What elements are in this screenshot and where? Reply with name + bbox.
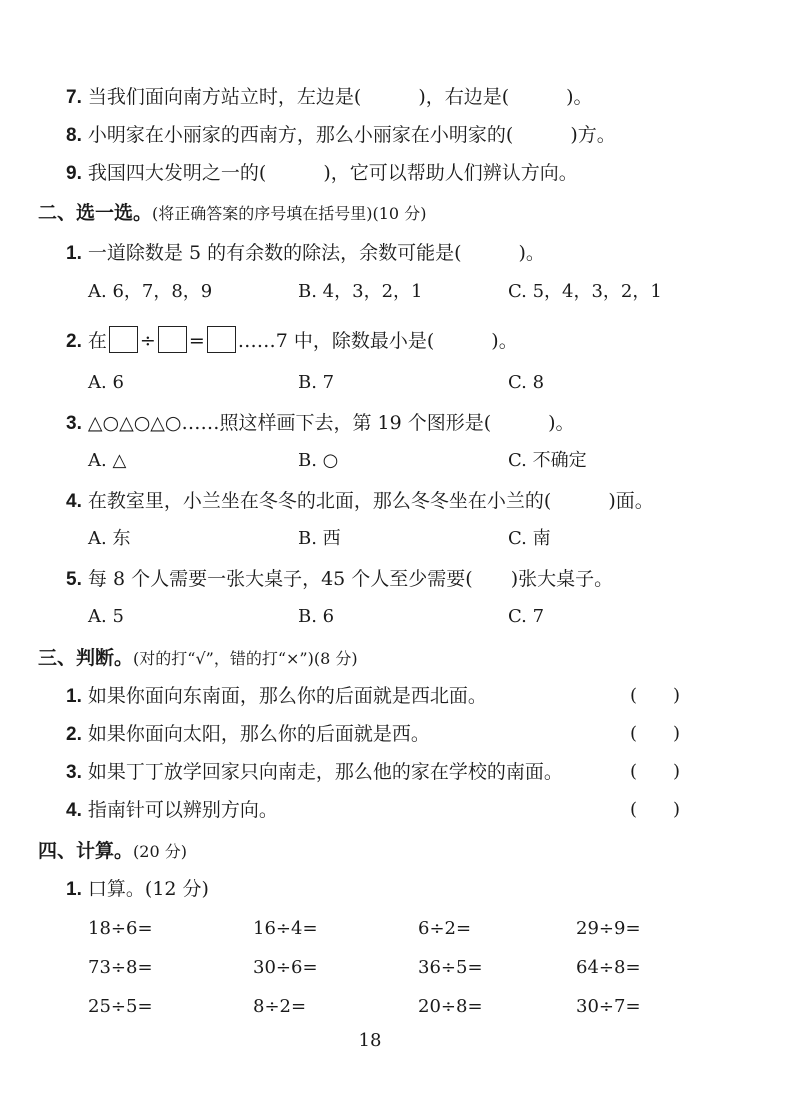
question-9 [66, 160, 578, 187]
question-number: 4. [66, 491, 82, 512]
question-number: 5. [66, 569, 82, 590]
option-b: B. 4，3，2，1 [298, 281, 423, 302]
question-number: 1. [66, 243, 82, 264]
section-title: 二、选一选。 [38, 202, 153, 224]
answer-paren: ( ) [630, 799, 681, 820]
option-c: C. 8 [508, 372, 545, 393]
answer-paren: ( ) [630, 761, 681, 782]
option-c: C. 5，4，3，2，1 [508, 281, 662, 302]
option-a: A. 东 [88, 528, 131, 549]
blank-box-divisor [158, 326, 187, 353]
option-b: B. ○ [298, 450, 339, 471]
choice-question-3 [66, 410, 575, 437]
question-number: 8. [66, 125, 82, 146]
option-b: B. 6 [298, 606, 335, 627]
question-number: 4. [66, 800, 82, 821]
option-c: C. 不确定 [508, 450, 587, 471]
section-3-heading [38, 645, 358, 672]
question-text: △○△○△○……照这样画下去，第 19 个图形是( )。 [87, 412, 575, 434]
equals-sign: = [188, 330, 205, 352]
section-4-heading [38, 838, 187, 865]
option-a: A. 6，7，8，9 [88, 281, 213, 302]
choice-question-5 [66, 566, 613, 593]
calc-item: 73÷8= [88, 957, 153, 978]
section-note: (将正确答案的序号填在括号里)(10 分) [152, 204, 427, 223]
answer-paren: ( ) [630, 685, 681, 706]
choice-question-2 [66, 326, 518, 355]
question-text: 我国四大发明之一的( )，它可以帮助人们辨认方向。 [87, 162, 578, 184]
calc-item: 8÷2= [253, 996, 307, 1017]
question-number: 1. [66, 686, 82, 707]
page-number: 18 [358, 1030, 382, 1051]
calc-item: 18÷6= [88, 918, 153, 939]
subsection-oral-calc [66, 876, 209, 903]
option-b: B. 西 [298, 528, 341, 549]
option-b: B. 7 [298, 372, 335, 393]
section-2-heading [38, 200, 426, 227]
question-suffix: ……7 中，除数最小是( )。 [237, 330, 518, 352]
calc-item: 25÷5= [88, 996, 153, 1017]
question-number: 7. [66, 87, 82, 108]
judge-item-4 [66, 797, 278, 824]
blank-box-quotient [207, 326, 236, 353]
calc-item: 64÷8= [576, 957, 641, 978]
calc-item: 6÷2= [418, 918, 472, 939]
option-a: A. 5 [88, 606, 124, 627]
question-number: 3. [66, 413, 82, 434]
question-text: 如果丁丁放学回家只向南走，那么他的家在学校的南面。 [87, 761, 563, 783]
question-prefix: 在 [87, 330, 107, 352]
calc-item: 16÷4= [253, 918, 318, 939]
question-8 [66, 122, 616, 149]
calc-item: 29÷9= [576, 918, 641, 939]
question-text: 如果你面向东南面，那么你的后面就是西北面。 [87, 685, 487, 707]
section-title: 四、计算。 [38, 840, 134, 862]
question-number: 3. [66, 762, 82, 783]
question-number: 1. [66, 879, 82, 900]
question-number: 2. [66, 724, 82, 745]
question-7 [66, 84, 593, 111]
choice-question-1 [66, 240, 545, 267]
question-text: 一道除数是 5 的有余数的除法，余数可能是( )。 [87, 242, 545, 264]
calc-item: 20÷8= [418, 996, 483, 1017]
judge-item-2 [66, 721, 430, 748]
calc-item: 30÷7= [576, 996, 641, 1017]
blank-box-dividend [109, 326, 138, 353]
section-title: 三、判断。 [38, 647, 134, 669]
question-text: 每 8 个人需要一张大桌子，45 个人至少需要( )张大桌子。 [87, 568, 614, 590]
question-number: 9. [66, 163, 82, 184]
option-c: C. 7 [508, 606, 545, 627]
judge-item-3 [66, 759, 563, 786]
question-text: 在教室里，小兰坐在冬冬的北面，那么冬冬坐在小兰的( )面。 [87, 490, 654, 512]
option-c: C. 南 [508, 528, 551, 549]
section-note: (对的打“√”，错的打“×”)(8 分) [133, 649, 358, 668]
calc-item: 36÷5= [418, 957, 483, 978]
choice-question-4 [66, 488, 654, 515]
option-a: A. 6 [88, 372, 124, 393]
question-text: 指南针可以辨别方向。 [87, 799, 278, 821]
section-note: (20 分) [133, 842, 187, 861]
question-text: 当我们面向南方站立时，左边是( )，右边是( )。 [87, 86, 593, 108]
question-text: 如果你面向太阳，那么你的后面就是西。 [87, 723, 430, 745]
question-text: 小明家在小丽家的西南方，那么小丽家在小明家的( )方。 [87, 124, 616, 146]
divide-sign: ÷ [139, 330, 156, 352]
question-text: 口算。(12 分) [87, 878, 209, 900]
judge-item-1 [66, 683, 487, 710]
option-a: A. △ [88, 450, 127, 471]
answer-paren: ( ) [630, 723, 681, 744]
question-number: 2. [66, 331, 82, 352]
calc-item: 30÷6= [253, 957, 318, 978]
